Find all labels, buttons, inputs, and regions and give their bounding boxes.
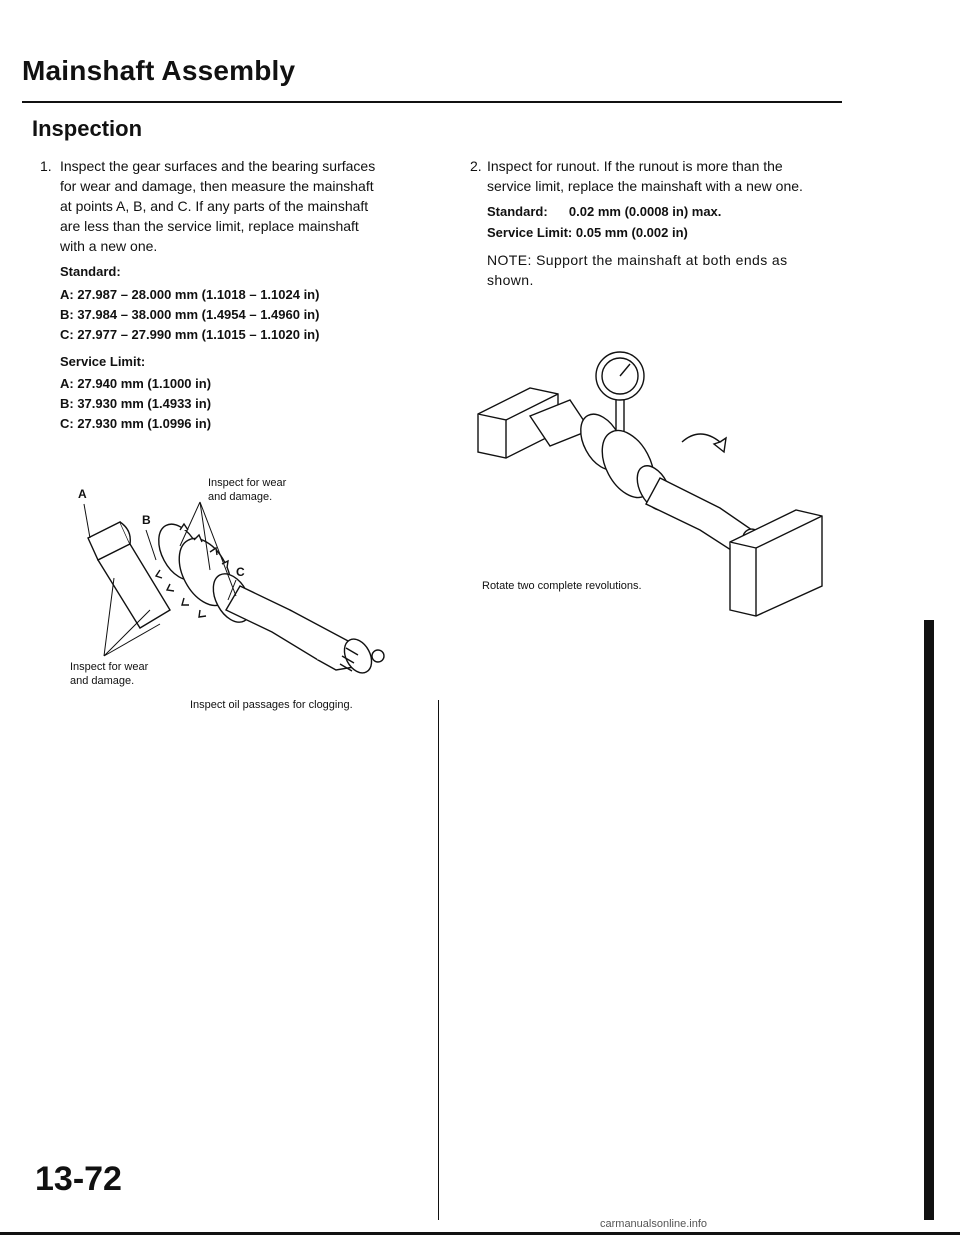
step1-line: Inspect the gear surfaces and the bearing surfaces: [60, 158, 376, 174]
step1-standard-values: [60, 285, 319, 345]
step1-line: are less than the service limit, replace mainshaft: [60, 218, 359, 234]
step2-line: service limit, replace the mainshaft with a new one.: [487, 178, 803, 194]
step2-line: Inspect for runout. If the runout is more than the: [487, 158, 783, 174]
label-c: C: [236, 565, 245, 579]
step1-standard-label: Standard:: [60, 264, 121, 279]
step2-number: 2.: [470, 158, 482, 174]
oil-passage-caption: Inspect oil passages for clogging.: [190, 699, 353, 711]
step2-service-limit: Service Limit: 0.05 mm (0.002 in): [487, 225, 688, 240]
service-b: B: 37.930 mm (1.4933 in): [60, 396, 212, 411]
service-a: A: 27.940 mm (1.1000 in): [60, 376, 212, 391]
callout-bottom-line1: Inspect for wear: [70, 661, 149, 673]
mainshaft-illustration: [88, 517, 384, 677]
standard-b: B: 37.984 – 38.000 mm (1.4954 – 1.4960 in): [60, 307, 320, 322]
rotate-caption: Rotate two complete revolutions.: [482, 580, 642, 592]
step1-line: for wear and damage, then measure the mainshaft: [60, 178, 374, 194]
step1-text: [60, 156, 430, 256]
service-c: C: 27.930 mm (1.0996 in): [60, 416, 212, 431]
mainshaft-wear-figure: [60, 460, 420, 720]
bottom-rule: [0, 1232, 960, 1235]
runout-illustration: [478, 352, 822, 616]
page-title: Mainshaft Assembly: [22, 55, 296, 86]
callout-top-line2: and damage.: [208, 491, 273, 503]
step1-number: 1.: [40, 158, 52, 174]
step1-line: with a new one.: [60, 238, 158, 254]
label-b: B: [142, 513, 151, 527]
standard-a: A: 27.987 – 28.000 mm (1.1018 – 1.1024 in): [60, 287, 320, 302]
step1-service-label: Service Limit:: [60, 354, 146, 369]
watermark: carmanualsonline.info: [600, 1218, 708, 1230]
callout-top-line1: Inspect for wear: [208, 477, 287, 489]
note-line: NOTE: Support the mainshaft at both ends as: [487, 252, 788, 268]
step2-standard-label: Standard:: [487, 204, 548, 219]
title-rule: [22, 101, 842, 103]
standard-c: C: 27.977 – 27.990 mm (1.1015 – 1.1020 in): [60, 327, 320, 342]
margin-bar: [924, 620, 934, 1220]
step1-service-values: [60, 374, 211, 434]
step1-line: at points A, B, and C. If any parts of the mainshaft: [60, 198, 369, 214]
page-number: 13-72: [35, 1160, 122, 1198]
callout-bottom-line2: and damage.: [70, 675, 135, 687]
label-a: A: [78, 487, 87, 501]
column-divider: [438, 700, 439, 1220]
step2-standard: [487, 202, 721, 222]
step2-standard-value: 0.02 mm (0.0008 in) max.: [568, 204, 722, 219]
note-line: shown.: [487, 272, 534, 288]
step2-text: [487, 156, 867, 196]
section-heading: Inspection: [32, 116, 143, 141]
runout-figure: [470, 330, 830, 620]
step2-note: [487, 250, 877, 290]
